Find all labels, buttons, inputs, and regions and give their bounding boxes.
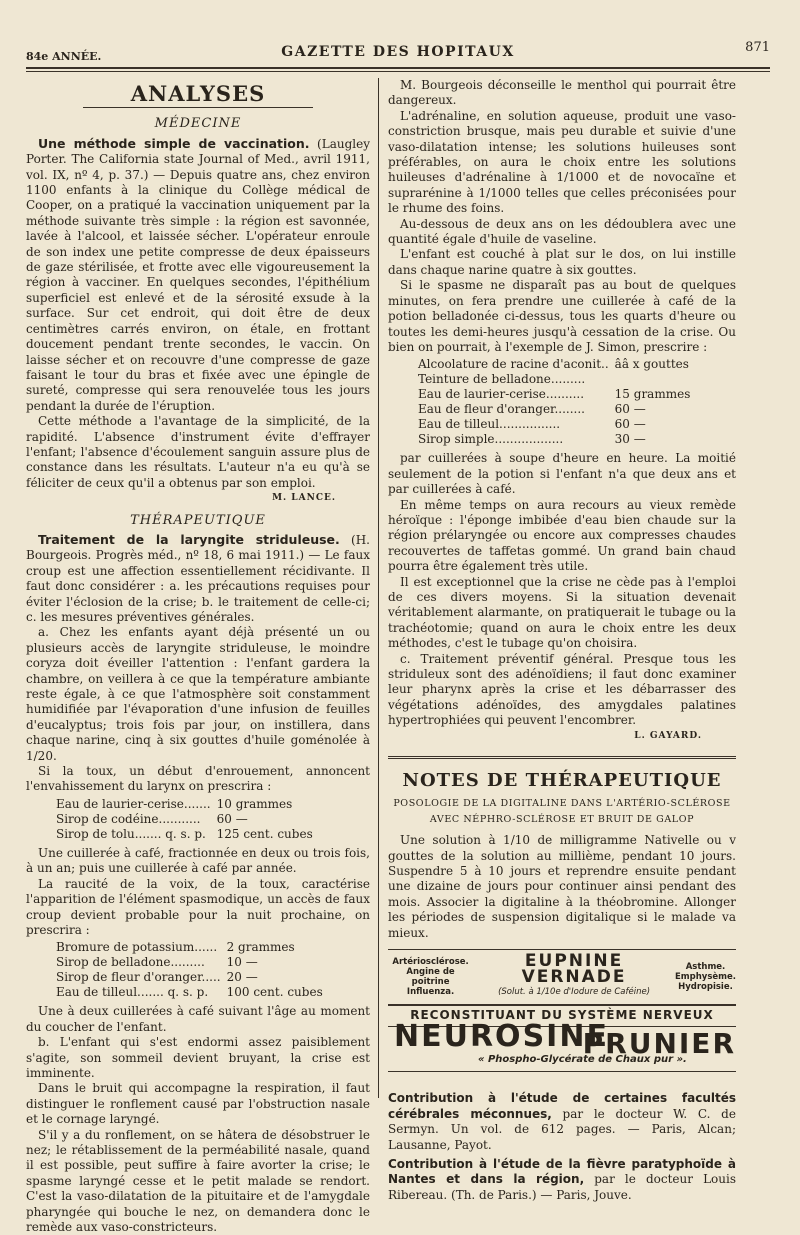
section-title: ANALYSES <box>130 81 266 106</box>
article1-signature: M. LANCE. <box>272 493 336 504</box>
edition-year: 84e ANNÉE. <box>26 50 102 63</box>
prescription-row <box>418 432 696 447</box>
article2-paragraph: L'adrénaline, en solution aqueuse, produit une vaso-constriction brusque, mais peu durable et suivie d'une vaso-dilatation intense; les solutions huileuses sont préférables, on aura le choix entre les solutions huileuses d'adrénaline à 1/1000 et de novocaïne et suprarénine à 1/1000 telles que celles préconisées pour le rhume des foins. <box>388 108 736 216</box>
article2-paragraph: c. Traitement préventif général. Presque tous les striduleux sont des adénoïdiens; il faut donc examiner leur pharynx après la crise et les débarrasser des végétations adénoïdes, des amygdales palatines hypertrophiées qui peuvent l'encombrer. <box>388 651 736 728</box>
bibliography-entry <box>388 1091 736 1153</box>
rx-qty: 2 grammes <box>226 940 295 955</box>
article1-title: Une méthode simple de vaccination. <box>38 135 310 151</box>
ad-tagline: RECONSTITUANT DU SYSTÈME NERVEUX <box>388 1006 736 1026</box>
article2-paragraph: b. L'enfant qui s'est endormi assez paisiblement s'agite, son sommeil devient bruyant, la crise est imminente. <box>26 1035 370 1080</box>
column-divider <box>378 78 379 1098</box>
article2-paragraph: Au-dessous de deux ans on les dédoublera avec une quantité égale d'huile de vaseline. <box>388 216 736 247</box>
subsection-medecine: MÉDECINE <box>154 116 242 132</box>
divider-ornament <box>388 1071 736 1087</box>
ad-indication: Angine de poitrine <box>406 967 455 988</box>
article2-paragraph: a. Chez les enfants ayant déjà présenté un ou plusieurs accès de laryngite striduleuse, le moindre coryza doit éveiller l'attention : l'enfant gardera la chambre, on veillera à ce que la température ambiante reste égale, à ce que l'atmosphère soit constamment humidifiée par l'évaporation d'une infusion de feuilles d'eucalyptus; trois fois par jour, on instillera, dans chaque narine, cinq à six gouttes d'huile goménolée à 1/20. <box>26 625 370 763</box>
rx-qty: 60 — <box>614 402 646 417</box>
notes-section <box>388 756 736 941</box>
article2-paragraph: L'enfant est couché à plat sur le dos, on lui instille dans chaque narine quatre à six gouttes. <box>388 247 736 277</box>
notes-paragraph: Une solution à 1/10 de milligramme Nativelle ou v gouttes de la solution au millième, pendant 10 jours. Suspendre 5 à 10 jours et reprendre ensuite pendant une dizaine de jours pour continuer ainsi pendant des mois. Associer la digitaline à la théobromine. Allonger les périodes de suspension digitalique si le malade va mieux. <box>388 833 736 940</box>
prescription-row <box>418 417 696 432</box>
rx-qty: 100 cent. cubes <box>226 985 323 1000</box>
prescription-row <box>418 387 696 402</box>
prescription-row <box>418 402 696 417</box>
article1-paragraph: Cette méthode a l'avantage de la simplicité, de la rapidité. L'absence d'instrument évite d'effrayer l'enfant; l'absence d'écoulement sanguin assure plus de constance dans les résultats. L'auteur n'a eu qu'à se féliciter de ceux qu'il a obtenus par son emploi. <box>26 414 370 490</box>
article2-paragraph: Une cuillerée à café, fractionnée en deux ou trois fois, à un an; puis une cuillerée à café par année. <box>26 845 370 876</box>
left-column <box>26 78 370 1235</box>
ad-indication: Influenza. <box>406 987 455 998</box>
rx-qty: 30 — <box>614 432 646 447</box>
ad-indications-left <box>388 957 473 997</box>
rx-item: Sirop de codéine........... <box>56 811 201 826</box>
article2-paragraph: par cuillerées à soupe d'heure en heure. La moitié seulement de la potion si l'enfant n'a que deux ans et par cuillerées à café. <box>388 451 736 497</box>
subsection-therapeutique: THÉRAPEUTIQUE <box>130 512 266 528</box>
prescription-row <box>56 955 329 970</box>
advertisement-eupnine <box>388 949 736 1004</box>
page-header <box>26 40 770 66</box>
prescription-row <box>56 940 329 955</box>
bibliography-details: par le docteur Louis Ribereau. (Th. de Paris.) — Paris, Jouve. <box>388 1172 736 1202</box>
bibliography-title: Contribution à l'étude de la fièvre paratyphoïde à Nantes et dans la région, <box>388 1156 736 1187</box>
rx-item: Sirop de belladone......... <box>56 955 205 970</box>
rx-item: Sirop de tolu....... q. s. p. <box>56 826 206 841</box>
rx-item: Eau de fleur d'oranger........ <box>418 402 585 417</box>
rx-item: Eau de tilleul....... q. s. p. <box>56 985 209 1000</box>
prescription-1 <box>56 797 319 842</box>
rx-item: Eau de laurier-cerise.......... <box>418 387 585 402</box>
rx-qty: 60 — <box>216 811 248 826</box>
rx-item: Sirop de fleur d'oranger..... <box>56 970 221 985</box>
rx-item: Eau de laurier-cerise....... <box>56 796 211 811</box>
rx-item: Teinture de belladone......... <box>418 372 586 387</box>
advertisement-neurosine <box>388 1004 736 1067</box>
rx-qty: 20 — <box>226 970 258 985</box>
prescription-2 <box>56 940 329 1000</box>
header-rule <box>26 67 770 72</box>
article2-title: Traitement de la laryngite striduleuse. <box>38 531 340 547</box>
ad-indication: Artériosclérose. <box>392 957 469 968</box>
ad-brand: EUPNINE VERNADE <box>521 951 627 987</box>
rx-qty: ââ x gouttes <box>614 357 689 372</box>
article2-paragraph: Il est exceptionnel que la crise ne cède pas à l'emploi de ces divers moyens. Si la situation devenait véritablement alarmante, on pratiquerait le tubage ou la trachéotomie; quand on aura le choix entre les deux méthodes, c'est le tubage qu'on choisira. <box>388 574 736 651</box>
article2-paragraph: S'il y a du ronflement, on se hâtera de désobstruer le nez; le rétablissement de la perméabilité nasale, quand il est possible, peut suffire à faire avorter la crise; le spasme laryngé cesse et le petit malade se rendort. C'est la vaso-dilatation de la pituitaire et de l'amygdale pharyngée qui bouche le nez, on demandera donc le remède aux vaso-constricteurs. <box>26 1127 370 1234</box>
article2-paragraph: Dans le bruit qui accompagne la respiration, il faut distinguer le ronflement causé par l'obstruction nasale et le cornage laryngé. <box>26 1081 370 1127</box>
right-column <box>388 78 736 1203</box>
bibliography-details: par le docteur W. C. de Sermyn. Un vol. de 612 pages. — Paris, Alcan; Lausanne, Payot. <box>388 1106 736 1152</box>
prescription-row <box>56 970 329 985</box>
rx-qty: 10 — <box>226 955 258 970</box>
notes-subtitle-line: AVEC NÉPHRO-SCLÉROSE ET BRUIT DE GALOP <box>429 813 695 825</box>
ad-indication: Emphysème. <box>674 972 736 983</box>
article1-intro <box>26 136 370 414</box>
notes-title: NOTES DE THÉRAPEUTIQUE <box>402 770 722 792</box>
ad-brand-neurosine: NEUROSINE <box>394 1018 609 1054</box>
bibliography-title: Contribution à l'étude de certaines facultés cérébrales méconnues, <box>388 1091 736 1121</box>
prescription-row <box>56 827 319 842</box>
ad-indication: Asthme. <box>685 962 726 973</box>
rx-qty: 15 grammes <box>614 387 691 402</box>
prescription-row <box>418 357 696 372</box>
rx-qty: 60 — <box>614 417 646 432</box>
article2-signature: L. GAYARD. <box>634 730 702 741</box>
journal-title: GAZETTE DES HOPITAUX <box>281 44 515 60</box>
article2-paragraph: Si la toux, un début d'enrouement, annoncent l'envahissement du larynx on prescrira : <box>26 764 370 794</box>
article2-paragraph: Une à deux cuillerées à café suivant l'âge au moment du coucher de l'enfant. <box>26 1004 370 1034</box>
rx-item: Sirop simple.................. <box>418 432 564 447</box>
article2-paragraph: La raucité de la voix, de la toux, caractérise l'apparition de l'élément spasmodique, un accès de faux croup devient probable pour la nuit prochaine, on prescrira : <box>26 876 370 937</box>
ad-indications-right <box>675 962 736 992</box>
ad-brand-block <box>473 951 675 1000</box>
prescription-row <box>56 812 319 827</box>
section-rule <box>83 107 313 108</box>
rx-qty: 125 cent. cubes <box>216 826 313 841</box>
rx-item: Alcoolature de racine d'aconit.. <box>418 357 609 372</box>
rx-qty <box>615 372 697 387</box>
prescription-3 <box>418 357 696 447</box>
prescription-row <box>418 372 696 387</box>
rx-item: Bromure de potassium...... <box>56 940 218 955</box>
article1-text: (Laugley Porter. The California state Journal of Med., avril 1911, vol. IX, nº 4, p. 37.) — Depuis quatre ans, chez environ 1100 enfants à la clinique du Collège médical de Cooper, on a pratiqué la vaccination uniquement par la méthode suivante très simple : la région est savonnée, lavée à l'alcool, et laissée sécher. L'opérateur enroule de son index une petite compresse de deux épaisseurs de gaze stérilisée, et frotte avec elle vigoureusement la région à vacciner. En quelques secondes, l'épithélium superficiel est enlevé et de la sérosité exsude à la surface. Sur cet endroit, qui doit être de deux centimètres carrés environ, on étale, en frottant doucement pendant trente secondes, le vaccin. On laisse sécher et on recouvre d'une compresse de gaze faisant le tour du bras et fixée avec une épingle de sureté, compresse qui sera renouvelée tous les jours pendant la durée de l'éruption. <box>26 136 370 413</box>
rx-item: Eau de tilleul................ <box>418 417 561 432</box>
article2-paragraph: Si le spasme ne disparaît pas au bout de quelques minutes, on fera prendre une cuillerée à café de la potion belladonée ci-dessus, tous les quarts d'heure ou toutes les demi-heures jusqu'à cessation de la crise. Ou bien on pourrait, à l'exemple de J. Simon, prescrire : <box>388 278 736 354</box>
rx-qty: 10 grammes <box>216 796 293 811</box>
article2-text: (H. Bourgeois. Progrès méd., nº 18, 6 mai 1911.) — Le faux croup est une affection essentiellement récidivante. Il faut donc considérer : a. les précautions requises pour éviter l'éclosion de la crise; b. le traitement de celle-ci; c. les mesures préventives générales. <box>26 532 370 624</box>
ad-description: « Phospho-Glycérate de Chaux pur ». <box>478 1053 687 1065</box>
page-number: 871 <box>745 40 770 55</box>
bibliography-entry <box>388 1157 736 1203</box>
article2-intro <box>26 532 370 625</box>
notes-subtitle <box>388 796 736 827</box>
prescription-row <box>56 985 329 1000</box>
ad-formula: (Solut. à 1/10e d'Iodure de Caféine) <box>498 986 651 997</box>
article2-paragraph: M. Bourgeois déconseille le menthol qui pourrait être dangereux. <box>388 78 736 108</box>
notes-subtitle-line: POSOLOGIE DE LA DIGITALINE DANS L'ARTÉRIO-SCLÉROSE <box>393 798 731 810</box>
prescription-row <box>56 797 319 812</box>
ad-brand-prunier: PRUNIER <box>582 1027 736 1061</box>
article2-paragraph: En même temps on aura recours au vieux remède héroïque : l'éponge imbibée d'eau bien chaude sur la région prélaryngée ou encore aux compresses chaudes recouvertes de taffetas gommé. Un grand bain chaud pourra être également très utile. <box>388 497 736 574</box>
ad-indication: Hydropisie. <box>678 982 733 993</box>
